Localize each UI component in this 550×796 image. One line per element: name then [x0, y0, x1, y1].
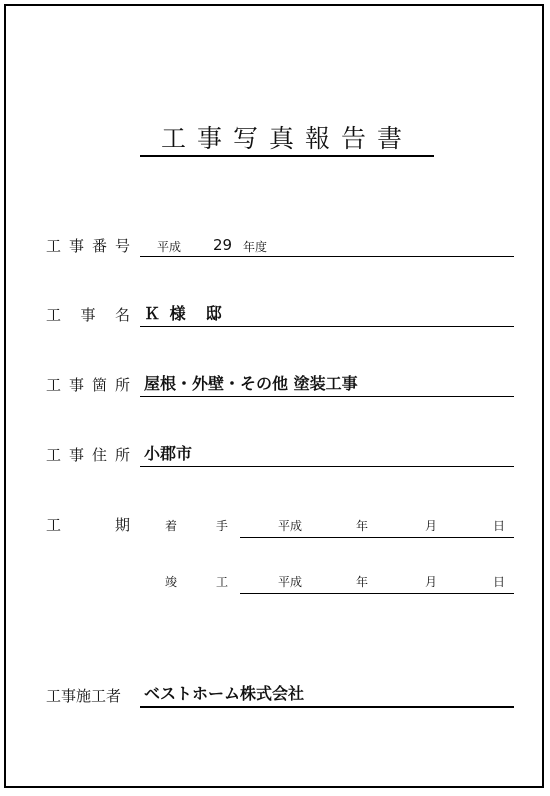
number-suffix: 年度 [243, 240, 268, 254]
period-start-year: 年 [356, 519, 369, 533]
period-end-label-2: 工 [216, 575, 229, 589]
period-start-era: 平成 [278, 519, 303, 533]
number-era: 平成 [157, 240, 182, 254]
label-construction-location [46, 375, 130, 395]
period-end-year: 年 [356, 575, 369, 589]
number-underline [140, 256, 514, 257]
label-char: 号 [114, 237, 130, 255]
construction-name-value: Ｋ 様 邸 [144, 304, 224, 323]
label-char: 工 [46, 446, 62, 464]
contractor-underline [140, 706, 514, 708]
title-underline [140, 155, 434, 157]
label-text: 工事施工者 [46, 687, 122, 705]
period-start-label-2: 手 [216, 519, 229, 533]
label-construction-address [46, 445, 130, 465]
period-start-month: 月 [425, 519, 438, 533]
label-char: 工 [46, 516, 62, 534]
label-char: 工 [46, 237, 62, 255]
label-char: 名 [114, 306, 130, 324]
period-end-era: 平成 [278, 575, 303, 589]
address-underline [140, 466, 514, 467]
label-char: 事 [68, 376, 84, 394]
label-char: 期 [114, 516, 130, 534]
contractor-value: ベストホーム株式会社 [144, 684, 305, 703]
label-char: 住 [91, 446, 107, 464]
period-end-day: 日 [493, 575, 506, 589]
period-start-underline [240, 537, 514, 538]
label-char: 事 [68, 237, 84, 255]
period-end-underline [240, 593, 514, 594]
period-start-day: 日 [493, 519, 506, 533]
label-char: 所 [114, 376, 130, 394]
construction-address-value: 小郡市 [144, 444, 193, 463]
label-contractor [46, 686, 130, 706]
label-char: 事 [68, 446, 84, 464]
period-start-label-1: 着 [165, 519, 178, 533]
name-underline [140, 326, 514, 327]
label-char: 工 [46, 376, 62, 394]
construction-location-value: 屋根・外壁・その他 塗装工事 [144, 374, 358, 393]
label-char: 事 [80, 306, 96, 324]
period-end-month: 月 [425, 575, 438, 589]
label-construction-name [46, 305, 130, 325]
number-year: 29 [213, 236, 233, 254]
document-title: 工事写真報告書 [160, 124, 413, 153]
label-construction-number [46, 236, 130, 256]
label-construction-period [46, 515, 130, 535]
period-end-label-1: 竣 [165, 575, 178, 589]
label-char: 箇 [91, 376, 107, 394]
label-char: 所 [114, 446, 130, 464]
location-underline [140, 396, 514, 397]
label-char: 工 [46, 306, 62, 324]
label-char: 番 [91, 237, 107, 255]
